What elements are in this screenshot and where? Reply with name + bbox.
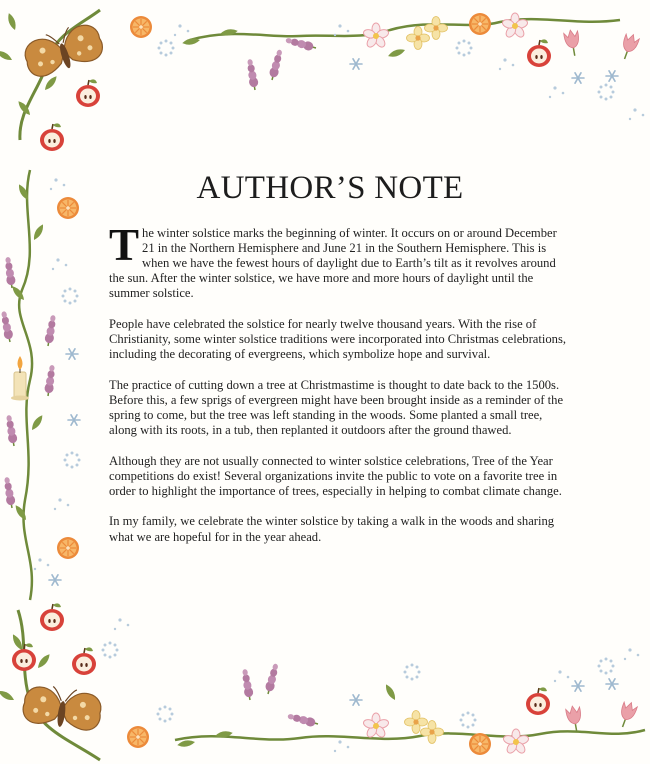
blossom-icon	[362, 23, 389, 49]
top-border	[0, 10, 644, 151]
vine-icon	[190, 19, 620, 40]
bottom-border	[0, 603, 645, 760]
vine-icon	[18, 610, 100, 760]
author-note-body	[109, 220, 571, 560]
paragraph-5: In my family, we celebrate the winter solstice by taking a walk in the woods and sharing what we are hopeful for in the year ahead.	[109, 514, 555, 544]
orange-slice-icon	[130, 16, 152, 38]
moth-icon	[20, 19, 106, 80]
vine-icon	[175, 730, 645, 740]
snowflake-icon	[350, 59, 362, 69]
page-title: AUTHOR’S NOTE	[196, 170, 464, 206]
paragraph-4: Although they are not usually connected to winter solstice celebrations, Tree of the Year competitions do exist! Several organizations invite the public to vote on a favorite tree in order to highlight the importance of trees, especially in helping to combat climate change.	[109, 453, 562, 498]
apple-icon	[40, 123, 64, 151]
lavender-icon	[245, 58, 259, 90]
paragraph-3: The practice of cutting down a tree at Christmastime is thought to date back to the 1500s. Before this, a few sprigs of evergreen might have been brought inside as a reminder of the spring to come, but the tree was left standing in the woods. Some planted a small tree, along with its roots, in a tub, then replanted it outdoors after the ground thawed.	[109, 377, 564, 438]
left-border	[0, 170, 81, 600]
candle-icon	[11, 356, 29, 401]
apple-icon	[76, 79, 100, 107]
drop-cap: T	[109, 220, 140, 270]
paragraph-1-text: he winter solstice marks the beginning of winter. It occurs on or around December 21 in the Northern Hemisphere and June 21 in the Southern Hemisphere. This is when we have the fewest hours of daylight due to Earth’s tilt as it revolves around the sun. After the winter solstice, we have more and more hours of daylight until the summer solstice.	[109, 226, 557, 301]
paragraph-1	[109, 220, 571, 301]
paragraph-2: People have celebrated the solstice for nearly twelve thousand years. With the rise of Christianity, some winter solstice traditions were incorporated into Christmas celebrations, including the decorating of evergreens, which symbolize hope and survival.	[109, 316, 567, 362]
tulip-icon	[563, 29, 582, 57]
